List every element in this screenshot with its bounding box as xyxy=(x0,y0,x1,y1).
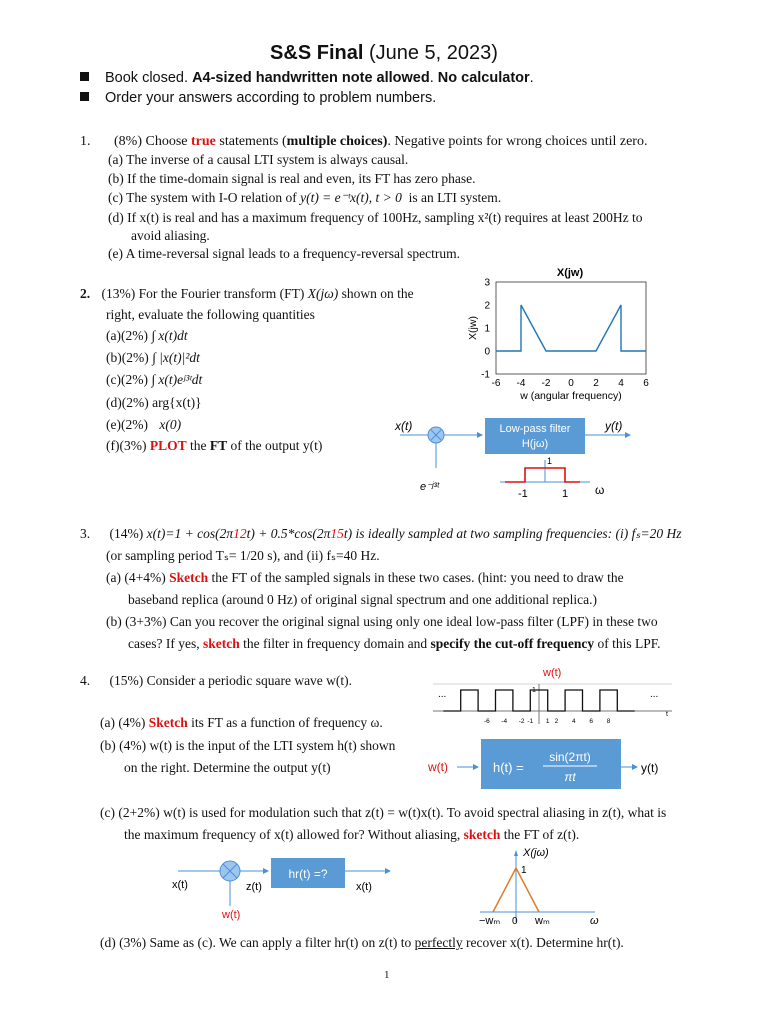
p4-intro: 4. (15%) Consider a periodic square wave w(t). xyxy=(80,673,353,688)
wt-tick: -4 xyxy=(501,718,508,725)
wt-tick: -2 xyxy=(518,718,525,725)
chart-title: X(jw) xyxy=(556,267,584,279)
xj-title: X(jω) xyxy=(523,847,549,859)
chart-ylabel: X(jw) xyxy=(467,316,479,340)
p1-d-cont: avoid aliasing. xyxy=(131,228,210,243)
chart-xtick: 0 xyxy=(568,378,574,389)
p2-block-diagram xyxy=(390,412,640,502)
p4-a: (a) (4%) Sketch its FT as a function of frequency ω. xyxy=(100,715,383,730)
lpf-label: Low-pass filter xyxy=(499,423,571,435)
bullet-icon xyxy=(80,92,89,101)
xj-wm-neg: −wₘ xyxy=(479,915,501,925)
wt-tick: 2 xyxy=(554,718,559,725)
ht-den: πt xyxy=(564,770,576,784)
p3-a: (a) (4+4%) Sketch the FT of the sampled signals in these two cases. (hint: you need to draw the xyxy=(106,570,624,585)
wt-one: 1 xyxy=(532,687,536,694)
p4-b2: on the right. Determine the output y(t) xyxy=(124,760,331,775)
square-wave-plot xyxy=(430,664,675,729)
p1-heading: 1. (8%) Choose true statements (multiple choices). Negative points for wrong choices until zero. xyxy=(80,134,648,149)
chart-ytick: 1 xyxy=(484,323,490,335)
p4-b1: (b) (4%) w(t) is the input of the LTI system h(t) shown xyxy=(100,738,396,753)
wt-tick: 6 xyxy=(589,718,594,725)
h-one: 1 xyxy=(547,456,553,466)
mod-x: x(t) xyxy=(172,879,188,891)
p2-e: (e)(2%) x(0) xyxy=(106,417,182,432)
rule-1: Book closed. A4-sized handwritten note allowed. No calculator. xyxy=(80,70,534,86)
wt-t: t xyxy=(666,711,668,718)
p1-d: (d) If x(t) is real and has a maximum frequency of 100Hz, sampling x²(t) requires at least 200Hz to xyxy=(108,210,643,225)
wt-tick: -1 xyxy=(527,718,534,725)
p2-a: (a)(2%) ∫ x(t)dt xyxy=(106,328,188,343)
xjw-chart xyxy=(450,262,665,407)
wt-title: w(t) xyxy=(543,667,562,679)
wt-dots-left: ... xyxy=(438,689,447,700)
p3-b2: cases? If yes, sketch the filter in frequency domain and specify the cut-off frequency of this LPF. xyxy=(128,636,661,651)
chart-frame xyxy=(496,282,646,374)
bullet-icon xyxy=(80,72,89,81)
chart-ytick: -1 xyxy=(481,369,490,381)
h-m1: -1 xyxy=(518,488,528,500)
title-main: S&S Final xyxy=(270,42,364,64)
p1-e: (e) A time-reversal signal leads to a frequency-reversal spectrum. xyxy=(108,246,460,261)
chart-ytick: 2 xyxy=(484,300,490,312)
output-yt: y(t) xyxy=(605,419,623,433)
chart-ytick: 0 xyxy=(484,346,490,358)
xj-one: 1 xyxy=(521,865,527,876)
mod-out: x(t) xyxy=(356,881,372,893)
page-title xyxy=(0,42,768,65)
title-date: (June 5, 2023) xyxy=(368,42,498,64)
chart-ytick: 3 xyxy=(484,277,490,289)
mod-w: w(t) xyxy=(222,909,241,921)
rule-2: Order your answers according to problem numbers. xyxy=(80,90,436,106)
xj-wm: wₘ xyxy=(535,915,550,925)
p4-c1: (c) (2+2%) w(t) is used for modulation such that z(t) = w(t)x(t). To avoid spectral aliasing in z(t), what is xyxy=(100,805,667,820)
chart-xtick: -4 xyxy=(516,378,526,389)
chart-xtick: 6 xyxy=(643,378,649,389)
p1-c: (c) The system with I-O relation of y(t) = e⁻ᵗx(t), t > 0 is an LTI system. xyxy=(108,190,502,205)
p3-l1: 3. (14%) x(t)=1 + cos(2π12t) + 0.5*cos(2π15t) is ideally sampled at two sampling frequencies: (i) fₛ=20 Hz xyxy=(80,526,682,541)
p2-b: (b)(2%) ∫ |x(t)|²dt xyxy=(106,350,200,365)
h-omega: ω xyxy=(595,483,605,497)
ht-lhs: h(t) = xyxy=(493,760,524,775)
lpf-label-2: H(jω) xyxy=(521,438,549,450)
xj-zero: 0 xyxy=(512,916,518,925)
ht-output: y(t) xyxy=(641,761,659,775)
chart-xlabel: w (angular frequency) xyxy=(520,390,622,402)
ht-input: w(t) xyxy=(428,760,448,774)
h-p1: 1 xyxy=(562,488,569,500)
p2-f: (f)(3%) PLOT the FT of the output y(t) xyxy=(106,438,323,453)
mult-signal: e⁻ʲ³ᵗ xyxy=(420,481,440,493)
chart-xtick: -6 xyxy=(491,378,501,389)
ht-system xyxy=(425,735,675,793)
chart-xtick: 2 xyxy=(593,378,599,389)
wt-dots-right: ... xyxy=(650,689,659,700)
hr-label: hr(t) =? xyxy=(288,867,328,881)
mod-z: z(t) xyxy=(246,881,262,893)
xj-omega: ω xyxy=(590,915,599,925)
chart-xtick: -2 xyxy=(541,378,551,389)
wt-tick: 4 xyxy=(571,718,576,725)
xjw-triangle xyxy=(465,840,610,925)
p1-a: (a) The inverse of a causal LTI system is always causal. xyxy=(108,152,409,167)
p3-l2: (or sampling period Tₛ= 1/20 s), and (ii) fₛ=40 Hz. xyxy=(106,548,380,563)
chart-xtick: 4 xyxy=(618,378,624,389)
input-xt: x(t) xyxy=(395,419,413,433)
p2-intro: 2. (13%) For the Fourier transform (FT) X(jω) shown on the xyxy=(80,286,414,301)
p2-c: (c)(2%) ∫ x(t)eʲ³ᵗdt xyxy=(106,372,203,387)
page-number: 1 xyxy=(384,969,390,981)
p3-a2: baseband replica (around 0 Hz) of original signal spectrum and one additional replica.) xyxy=(128,592,597,607)
chart-series-line xyxy=(496,305,646,351)
p2-intro2: right, evaluate the following quantities xyxy=(106,307,315,322)
p4-d: (d) (3%) Same as (c). We can apply a filter hr(t) on z(t) to perfectly recover x(t). Determine hr(t). xyxy=(100,935,624,950)
wt-tick: 1 xyxy=(545,718,550,725)
modulation-diagram xyxy=(170,850,410,925)
p1-b: (b) If the time-domain signal is real and even, its FT has zero phase. xyxy=(108,171,476,186)
wt-tick: -6 xyxy=(483,718,490,725)
p4-c2: the maximum frequency of x(t) allowed for? Without aliasing, sketch the FT of z(t). xyxy=(124,827,580,842)
ht-num: sin(2πt) xyxy=(549,750,591,764)
p3-b: (b) (3+3%) Can you recover the original signal using only one ideal low-pass filter (LPF) in these two xyxy=(106,614,658,629)
p2-d: (d)(2%) arg{x(t)} xyxy=(106,395,202,410)
wt-tick: 8 xyxy=(606,718,611,725)
